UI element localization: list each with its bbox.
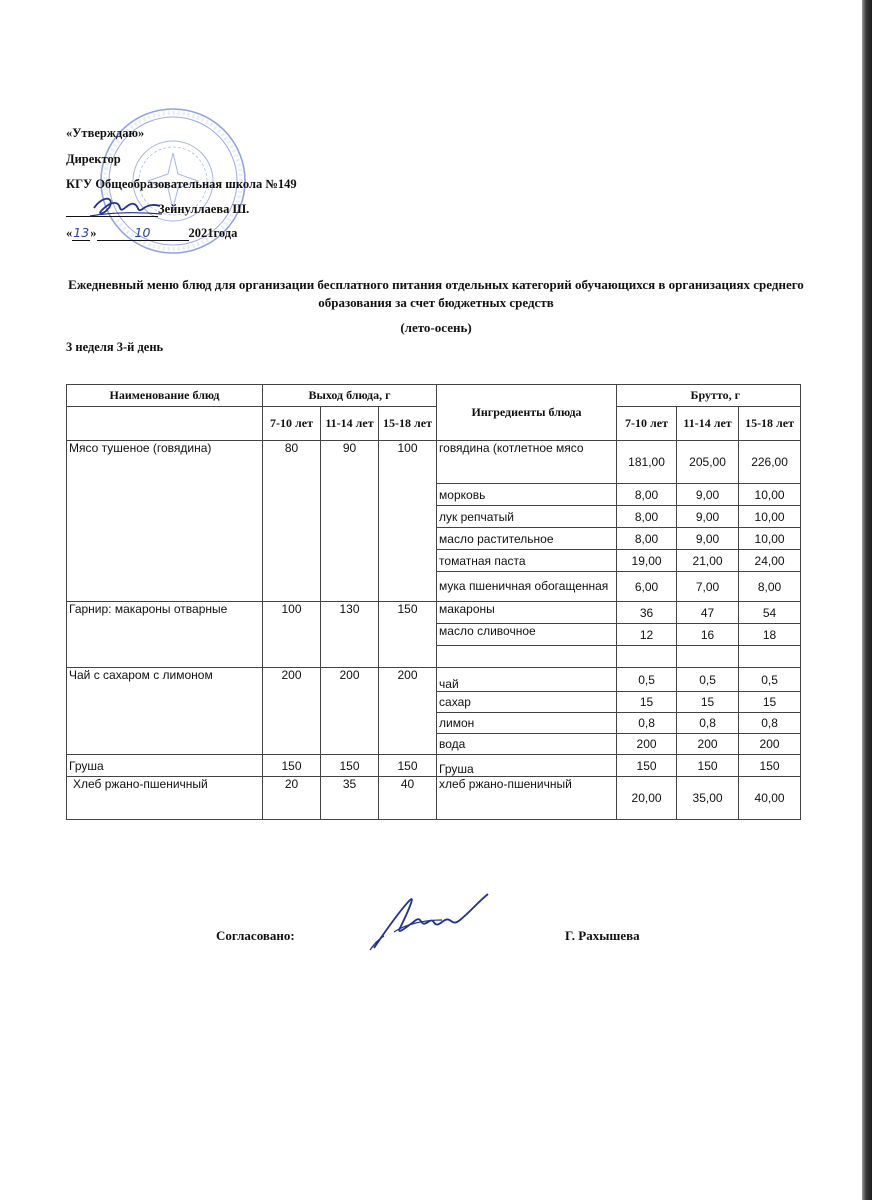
header-brutto-age3: 15-18 лет [739, 407, 801, 441]
ingredient-name: мука пшеничная обогащенная [437, 572, 617, 602]
ingredient-name: лимон [437, 713, 617, 734]
brutto-value: 12 [617, 624, 677, 646]
ingredient-name [437, 646, 617, 668]
approval-date: «13» 10 2021года [66, 225, 238, 240]
scan-edge [862, 0, 872, 1200]
dish-output: 100 [263, 602, 321, 668]
dish-output: 90 [321, 441, 379, 602]
brutto-value [739, 646, 801, 668]
header-out-age2: 11-14 лет [321, 407, 379, 441]
brutto-value: 0,8 [677, 713, 739, 734]
ingredient-name: Груша [437, 755, 617, 777]
table-row [67, 755, 801, 777]
brutto-value: 150 [677, 755, 739, 777]
header-brutto-age1: 7-10 лет [617, 407, 677, 441]
brutto-value: 10,00 [739, 528, 801, 550]
brutto-value: 6,00 [617, 572, 677, 602]
brutto-value: 9,00 [677, 484, 739, 506]
agreed-label: Согласовано: [216, 928, 295, 943]
brutto-value: 200 [739, 734, 801, 755]
brutto-value [617, 646, 677, 668]
dish-output: 200 [263, 668, 321, 755]
ingredient-name: вода [437, 734, 617, 755]
brutto-value: 0,8 [617, 713, 677, 734]
header-out-age3: 15-18 лет [379, 407, 437, 441]
director-label: Директор [66, 152, 121, 166]
school-name: КГУ Общеобразовательная школа №149 [66, 177, 297, 191]
director-name: Зейнуллаева Ш. [158, 202, 250, 216]
dish-output: 20 [263, 777, 321, 820]
table-row [67, 668, 801, 692]
dish-output: 150 [321, 755, 379, 777]
ingredient-name: хлеб ржано-пшеничный [437, 777, 617, 820]
brutto-value: 35,00 [677, 777, 739, 820]
brutto-value: 0,5 [739, 668, 801, 692]
dish-output: 100 [379, 441, 437, 602]
brutto-value: 20,00 [617, 777, 677, 820]
brutto-value: 0,5 [617, 668, 677, 692]
date-day: 13 [73, 225, 90, 240]
week-day-label: 3 неделя 3-й день [66, 340, 164, 354]
brutto-value: 8,00 [617, 506, 677, 528]
dish-name: Чай с сахаром с лимоном [67, 668, 263, 755]
dish-name: Гарнир: макароны отварные [67, 602, 263, 668]
brutto-value: 200 [617, 734, 677, 755]
brutto-value: 15 [677, 692, 739, 713]
ingredient-name: макароны [437, 602, 617, 624]
date-year: 2021года [188, 226, 238, 240]
dish-output: 35 [321, 777, 379, 820]
brutto-value: 8,00 [617, 484, 677, 506]
dish-name: Мясо тушеное (говядина) [67, 441, 263, 602]
brutto-value: 36 [617, 602, 677, 624]
approve-title: «Утверждаю» [66, 126, 145, 140]
brutto-value: 54 [739, 602, 801, 624]
ingredient-name: масло сливочное [437, 624, 617, 646]
brutto-value: 150 [617, 755, 677, 777]
header-brutto: Брутто, г [617, 385, 801, 407]
brutto-value: 15 [617, 692, 677, 713]
header-ingredients: Ингредиенты блюда [437, 385, 617, 441]
dish-output: 150 [263, 755, 321, 777]
ingredient-name: говядина (котлетное мясо [437, 441, 617, 484]
dish-output: 150 [379, 755, 437, 777]
dish-output: 130 [321, 602, 379, 668]
brutto-value: 0,8 [739, 713, 801, 734]
brutto-value: 7,00 [677, 572, 739, 602]
menu-table [66, 384, 801, 820]
date-month: 10 [97, 227, 189, 241]
brutto-value: 47 [677, 602, 739, 624]
brutto-value: 24,00 [739, 550, 801, 572]
header-brutto-age2: 11-14 лет [677, 407, 739, 441]
season-label: (лето-осень) [400, 320, 472, 335]
header-output: Выход блюда, г [263, 385, 437, 407]
ingredient-name: лук репчатый [437, 506, 617, 528]
director-signature [84, 190, 164, 224]
table-row [67, 441, 801, 484]
ingredient-name: сахар [437, 692, 617, 713]
header-dish-empty [67, 407, 263, 441]
agreed-signature [366, 886, 496, 956]
brutto-value: 8,00 [617, 528, 677, 550]
ingredient-name: чай [437, 668, 617, 692]
brutto-value: 8,00 [739, 572, 801, 602]
dish-name: Хлеб ржано-пшеничный [67, 777, 263, 820]
brutto-value: 21,00 [677, 550, 739, 572]
brutto-value: 200 [677, 734, 739, 755]
dish-name: Груша [67, 755, 263, 777]
brutto-value: 9,00 [677, 528, 739, 550]
dish-output: 200 [321, 668, 379, 755]
brutto-value: 10,00 [739, 506, 801, 528]
header-dish: Наименование блюд [67, 385, 263, 407]
table-row [67, 777, 801, 820]
dish-output: 80 [263, 441, 321, 602]
dish-output: 150 [379, 602, 437, 668]
brutto-value: 150 [739, 755, 801, 777]
brutto-value: 19,00 [617, 550, 677, 572]
agreed-name: Г. Рахышева [565, 928, 640, 943]
document-title: Ежедневный меню блюд для организации бесплатного питания отдельных категорий обучающихся в организациях среднего образования за счет бюджетных средств [68, 277, 804, 310]
brutto-value: 16 [677, 624, 739, 646]
brutto-value: 205,00 [677, 441, 739, 484]
brutto-value: 0,5 [677, 668, 739, 692]
brutto-value: 15 [739, 692, 801, 713]
brutto-value: 18 [739, 624, 801, 646]
brutto-value: 181,00 [617, 441, 677, 484]
ingredient-name: томатная паста [437, 550, 617, 572]
dish-output: 40 [379, 777, 437, 820]
brutto-value: 226,00 [739, 441, 801, 484]
brutto-value: 9,00 [677, 506, 739, 528]
table-row [67, 602, 801, 624]
header-out-age1: 7-10 лет [263, 407, 321, 441]
ingredient-name: морковь [437, 484, 617, 506]
ingredient-name: масло растительное [437, 528, 617, 550]
brutto-value: 10,00 [739, 484, 801, 506]
brutto-value: 40,00 [739, 777, 801, 820]
dish-output: 200 [379, 668, 437, 755]
brutto-value [677, 646, 739, 668]
